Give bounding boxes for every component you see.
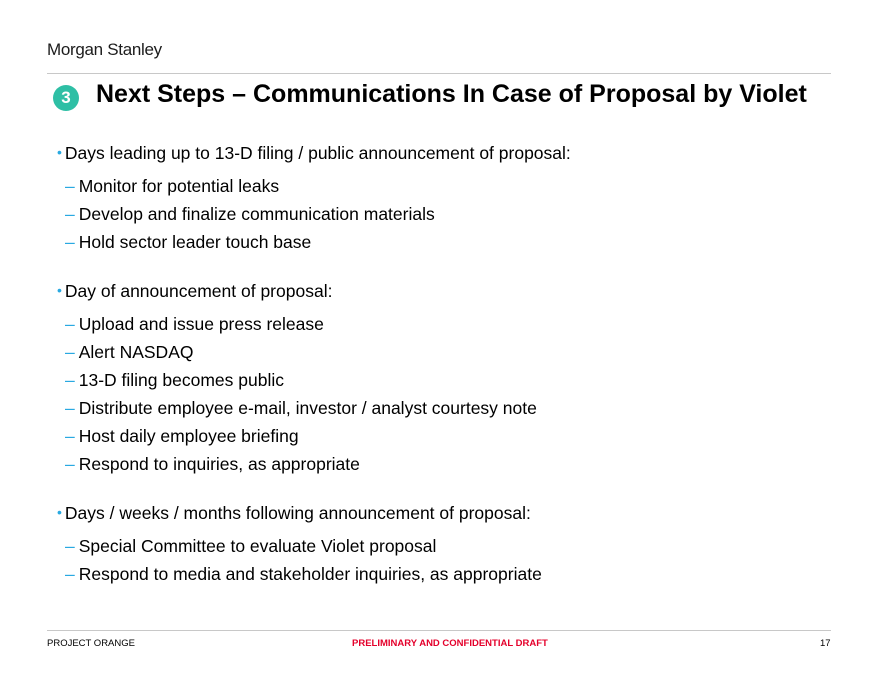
sub-item bbox=[57, 310, 817, 338]
sub-item-text: Upload and issue press release bbox=[78, 314, 324, 334]
dash-icon: – bbox=[65, 454, 75, 474]
dash-icon: – bbox=[65, 536, 75, 556]
bullet-item bbox=[57, 140, 817, 168]
footer-project-name: PROJECT ORANGE bbox=[47, 638, 135, 649]
footer-divider bbox=[47, 630, 831, 631]
sub-item bbox=[57, 394, 817, 422]
sub-item-text: Host daily employee briefing bbox=[78, 426, 299, 446]
header-divider bbox=[47, 73, 831, 74]
sub-item bbox=[57, 450, 817, 478]
dash-icon: – bbox=[65, 176, 75, 196]
section-day-of-announcement bbox=[57, 278, 817, 478]
confidential-label: PRELIMINARY AND CONFIDENTIAL DRAFT bbox=[352, 638, 548, 649]
sub-item-text: Alert NASDAQ bbox=[78, 342, 194, 362]
bullet-text: Days leading up to 13-D filing / public announcement of proposal: bbox=[64, 143, 571, 163]
bullet-dot-icon: • bbox=[57, 282, 62, 298]
dash-icon: – bbox=[65, 232, 75, 252]
sub-item-text: Special Committee to evaluate Violet proposal bbox=[78, 536, 437, 556]
bullet-text: Days / weeks / months following announcement of proposal: bbox=[64, 503, 531, 523]
sub-item bbox=[57, 228, 817, 256]
sub-item-text: Develop and finalize communication materials bbox=[78, 204, 435, 224]
bullet-dot-icon: • bbox=[57, 504, 62, 520]
sub-item-text: Hold sector leader touch base bbox=[78, 232, 312, 252]
sub-item bbox=[57, 338, 817, 366]
page-title: Next Steps – Communications In Case of Proposal by Violet bbox=[96, 80, 807, 108]
sub-item-text: Monitor for potential leaks bbox=[78, 176, 280, 196]
sub-item bbox=[57, 422, 817, 450]
bullet-dot-icon: • bbox=[57, 144, 62, 160]
dash-icon: – bbox=[65, 398, 75, 418]
dash-icon: – bbox=[65, 426, 75, 446]
sub-item-text: Distribute employee e-mail, investor / analyst courtesy note bbox=[78, 398, 537, 418]
dash-icon: – bbox=[65, 564, 75, 584]
sub-item-text: 13-D filing becomes public bbox=[78, 370, 284, 390]
section-number-badge: 3 bbox=[53, 85, 79, 111]
sub-item bbox=[57, 366, 817, 394]
section-after-announcement bbox=[57, 500, 817, 588]
slide-content bbox=[57, 140, 817, 610]
sub-item-text: Respond to media and stakeholder inquiries, as appropriate bbox=[78, 564, 542, 584]
dash-icon: – bbox=[65, 370, 75, 390]
section-before-announcement bbox=[57, 140, 817, 256]
bullet-item bbox=[57, 500, 817, 528]
sub-item bbox=[57, 532, 817, 560]
sub-item bbox=[57, 200, 817, 228]
dash-icon: – bbox=[65, 204, 75, 224]
sub-item bbox=[57, 560, 817, 588]
page-number: 17 bbox=[820, 638, 831, 649]
sub-item-text: Respond to inquiries, as appropriate bbox=[78, 454, 360, 474]
bullet-text: Day of announcement of proposal: bbox=[64, 281, 333, 301]
sub-item bbox=[57, 172, 817, 200]
brand-logo: Morgan Stanley bbox=[47, 40, 162, 59]
dash-icon: – bbox=[65, 342, 75, 362]
bullet-item bbox=[57, 278, 817, 306]
dash-icon: – bbox=[65, 314, 75, 334]
